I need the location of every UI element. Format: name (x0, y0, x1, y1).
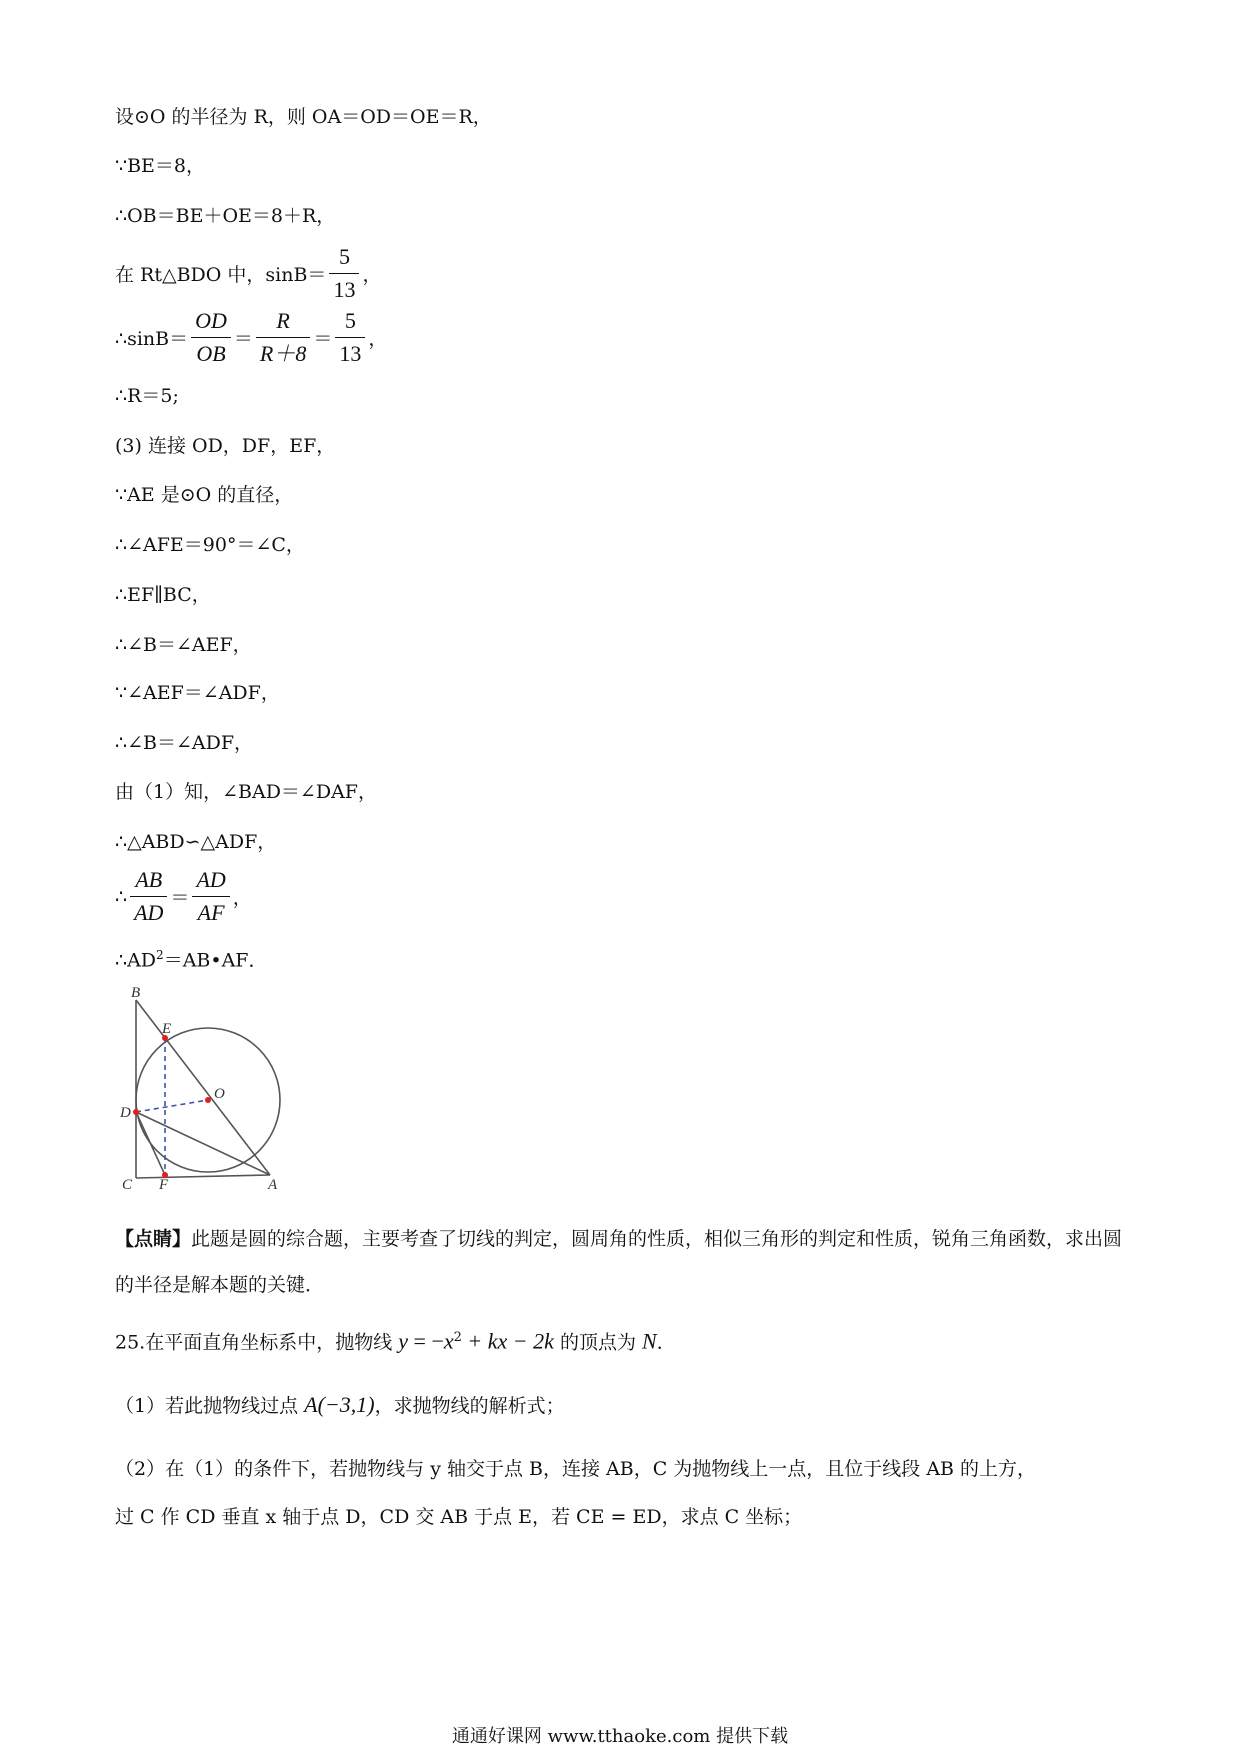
line-10: ∴EF∥BC， (115, 584, 211, 606)
dashed-do (136, 1100, 208, 1112)
fraction-ad-af (192, 866, 229, 927)
line-6: ∴R＝5; (115, 385, 179, 407)
line-13: ∴∠B＝∠ADF， (115, 732, 254, 754)
line-3: ∴OB＝BE＋OE＝8＋R， (115, 205, 336, 227)
intro-pre: 25.在平面直角坐标系中，抛物线 (115, 1331, 399, 1354)
point-o (205, 1097, 211, 1103)
fraction-denominator: OB (196, 341, 226, 366)
formula-sup: 2 (453, 1330, 462, 1345)
line-5 (115, 307, 387, 368)
line-16 (115, 866, 252, 927)
line-4 (115, 243, 381, 304)
line-5-pre: ∴sinB＝ (115, 328, 189, 350)
q1-post: ，求抛物线的解析式； (374, 1395, 565, 1417)
equals-sign: ＝ (233, 328, 253, 350)
line-17-a: ∴AD (115, 949, 157, 972)
vertex-n: N (642, 1328, 657, 1354)
fraction-denominator: R＋8 (259, 341, 307, 366)
footer-credit: 通通好课网 www.tthaoke.com 提供下载 (451, 1726, 789, 1747)
formula-x: x (443, 1328, 454, 1354)
intro-post-b: ． (656, 1331, 676, 1354)
fraction-denominator: 13 (339, 341, 362, 366)
line-15: ∴△ABD∽△ADF， (115, 831, 277, 853)
question-2-line-2: 过 C 作 CD 垂直 x 轴于点 D，CD 交 AB 于点 E，若 CE = ED，求点 C 坐标； (115, 1506, 803, 1528)
line-2: ∵BE＝8， (115, 155, 206, 177)
formula-rest: + kx − 2k (461, 1328, 554, 1354)
fraction-numerator: AB (130, 866, 167, 897)
fraction-5-13 (335, 307, 365, 368)
superscript-2: 2 (156, 948, 164, 962)
line-12: ∵∠AEF＝∠ADF， (115, 682, 280, 704)
line-8: ∵AE 是⊙O 的直径， (115, 484, 294, 506)
fraction-numerator: 5 (329, 243, 359, 274)
fraction-numerator: R (256, 307, 310, 338)
q1-point: A(−3,1) (304, 1392, 375, 1417)
formula-eq: = − (408, 1328, 444, 1354)
intro-post-a: 的顶点为 (553, 1331, 642, 1354)
line-9: ∴∠AFE＝90°＝∠C， (115, 534, 305, 556)
line-11: ∴∠B＝∠AEF， (115, 634, 252, 656)
fraction-numerator: AD (192, 866, 229, 897)
line-16-pre: ∴ (115, 885, 128, 908)
fraction-numerator: 5 (335, 307, 365, 338)
label-a: A (268, 1177, 278, 1190)
segment-df (136, 1112, 165, 1175)
line-14: 由（1）知，∠BAD＝∠DAF， (115, 781, 377, 803)
fraction-denominator: AF (197, 900, 225, 925)
formula-y: y (398, 1328, 409, 1354)
line-4-pre: 在 Rt△BDO 中，sinB＝ (115, 264, 327, 286)
line-4-post: ， (362, 264, 382, 286)
line-17 (115, 942, 267, 973)
geometry-figure (118, 985, 298, 1190)
fraction-denominator: 13 (333, 277, 356, 302)
line-1: 设⊙O 的半径为 R，则 OA＝OD＝OE＝R， (115, 106, 492, 128)
label-e: E (162, 1021, 172, 1037)
label-f: F (159, 1177, 169, 1190)
q1-pre: （1）若此抛物线过点 (115, 1395, 305, 1417)
label-b: B (131, 985, 141, 1001)
segment-da (136, 1112, 270, 1175)
point-d (133, 1109, 139, 1115)
fraction-ab-ad (130, 866, 167, 927)
problem-25-intro (115, 1325, 676, 1355)
question-1 (115, 1392, 565, 1419)
fraction-r-r8 (256, 307, 310, 368)
fraction-denominator: AD (134, 900, 164, 925)
equals-sign: ＝ (313, 328, 333, 350)
fraction-5-13 (329, 243, 359, 304)
comment-paragraph (115, 1216, 1125, 1308)
question-2-line-1: （2）在（1）的条件下，若抛物线与 y 轴交于点 B，连接 AB，C 为抛物线上一点，且位于线段 AB 的上方， (115, 1458, 1037, 1480)
line-16-post: ， (232, 887, 252, 909)
fraction-od-ob (191, 307, 231, 368)
fraction-numerator: OD (191, 307, 231, 338)
comment-text: 此题是圆的综合题，主要考查了切线的判定，圆周角的性质，相似三角形的判定和性质，锐角三角函数，求出圆的半径是解本题的关键． (115, 1228, 1123, 1296)
line-7: (3) 连接 OD，DF，EF， (115, 435, 336, 457)
label-o: O (214, 1086, 225, 1102)
line-17-b: ＝AB•AF． (163, 949, 268, 972)
comment-tag: 【点睛】 (115, 1228, 192, 1250)
line-5-post: ， (368, 328, 388, 350)
equals-sign: ＝ (170, 887, 190, 909)
segment-ca (136, 1175, 270, 1178)
label-c: C (122, 1177, 133, 1190)
label-d: D (120, 1105, 131, 1121)
